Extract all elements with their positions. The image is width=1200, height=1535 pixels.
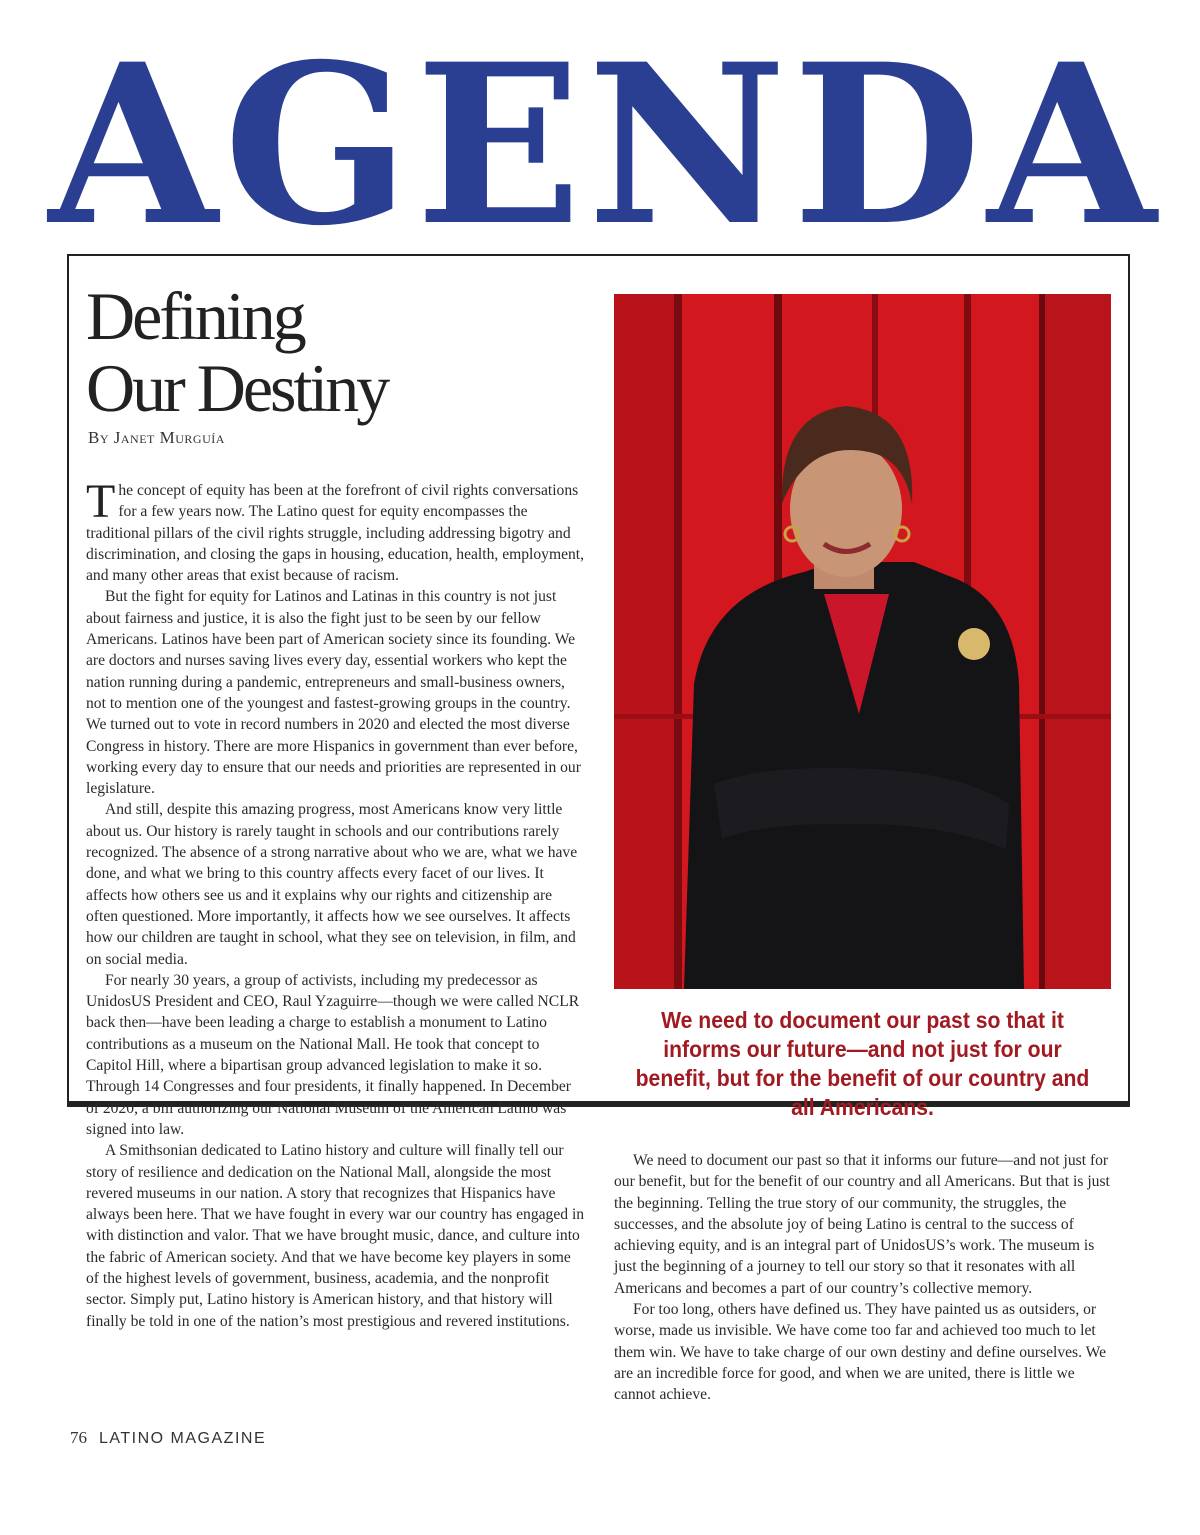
pull-quote: We need to document our past so that it informs our future—and not just for our benefit, but for the benefit of our country and all Americans. <box>635 1007 1090 1120</box>
paragraph-4: For nearly 30 years, a group of activists, including my predecessor as UnidosUS President and CEO, Raul Yzaguirre—though we were called NCLR back then—have been leading a charge to establish a monument to Latino contributions as a museum on the National Mall. He took that concept to Capitol Hill, where a bipartisan group advanced legislation to make it so. Through 14 Congresses and four presidents, it finally happened. In December of 2020, a bill authorizing our National Museum of the American Latino was signed into law. <box>86 971 580 1138</box>
page-footer <box>70 1428 266 1448</box>
author-photo <box>614 294 1111 989</box>
drop-cap: T <box>86 475 116 528</box>
article-title <box>86 280 586 424</box>
paragraph-2: But the fight for equity for Latinos and Latinas in this country is not just about fairness and justice, it is also the fight just to be seen by our fellow Americans. Latinos have been part of American society since its founding. We are doctors and nurses saving lives every day, essential workers who kept the nation running during a pandemic, entrepreneurs and small-business owners, not to mention one of the youngest and fastest-growing groups in the country. We turned out to vote in record numbers in 2020 and elected the most diverse Congress in history. There are more Hispanics in government than ever before, working every day to ensure that our needs and priorities are represented in our legislature. <box>86 588 581 798</box>
left-column <box>86 475 586 1332</box>
paragraph-1-text: he concept of equity has been at the forefront of civil rights conversations for a few years now. The Latino quest for equity encompasses the traditional pillars of the civil rights struggle, including addressing bigotry and discrimination, and closing the gaps in housing, education, health, employment, and many other areas that exist because of racism. <box>86 482 585 585</box>
paragraph-5: A Smithsonian dedicated to Latino history and culture will finally tell our story of resilience and dedication on the National Mall, alongside the most revered museums in our nation. A story that recognizes that Hispanics have always been here. That we have fought in every war our country has engaged in with distinction and valor. That we have brought music, dance, and culture into the fabric of American society. And that we have become key players in some of the highest levels of government, business, academia, and the nonprofit sector. Simply put, Latino history is American history, and that history will finally be told in one of the nation’s most prestigious and revered institutions. <box>86 1142 585 1330</box>
paragraph-3: And still, despite this amazing progress, most Americans know very little about us. Our history is rarely taught in schools and our contributions rarely recognized. The absence of a strong narrative about who we are, what we have done, and what we bring to this country affects every facet of our lives. It affects how others see us and it explains why our rights and citizenship are often questioned. More importantly, it affects how we see ourselves. It affects how our children are taught in school, what they see on television, in film, and on social media. <box>86 801 578 968</box>
masthead-title: AGENDA <box>48 15 1162 274</box>
right-column <box>614 1150 1111 1406</box>
paragraph-1 <box>86 475 586 586</box>
title-line-1: Defining <box>86 278 304 354</box>
masthead <box>40 15 1170 274</box>
portrait-illustration <box>614 294 1111 989</box>
paragraph-7: For too long, others have defined us. They have painted us as outsiders, or worse, made us invisible. We have come too far and achieved too much to let them win. We have to take charge of our own destiny and define ourselves. We are an incredible force for good, and when we are united, there is little we cannot achieve. <box>614 1301 1107 1404</box>
title-line-2: Our Destiny <box>86 350 388 426</box>
publication-name: LATINO MAGAZINE <box>99 1430 267 1447</box>
page-number: 76 <box>70 1428 87 1447</box>
paragraph-6: We need to document our past so that it informs our future—and not just for our benefit, but for the benefit of our country and all Americans. But that is just the beginning. Telling the true story of our community, the struggles, the successes, and the absolute joy of being Latino is central to the success of achieving equity, and is an integral part of UnidosUS’s work. The museum is just the beginning of a journey to tell our story so that it resonates with all Americans and becomes a part of our country’s collective memory. <box>614 1152 1110 1297</box>
byline: By Janet Murguía <box>88 428 225 447</box>
